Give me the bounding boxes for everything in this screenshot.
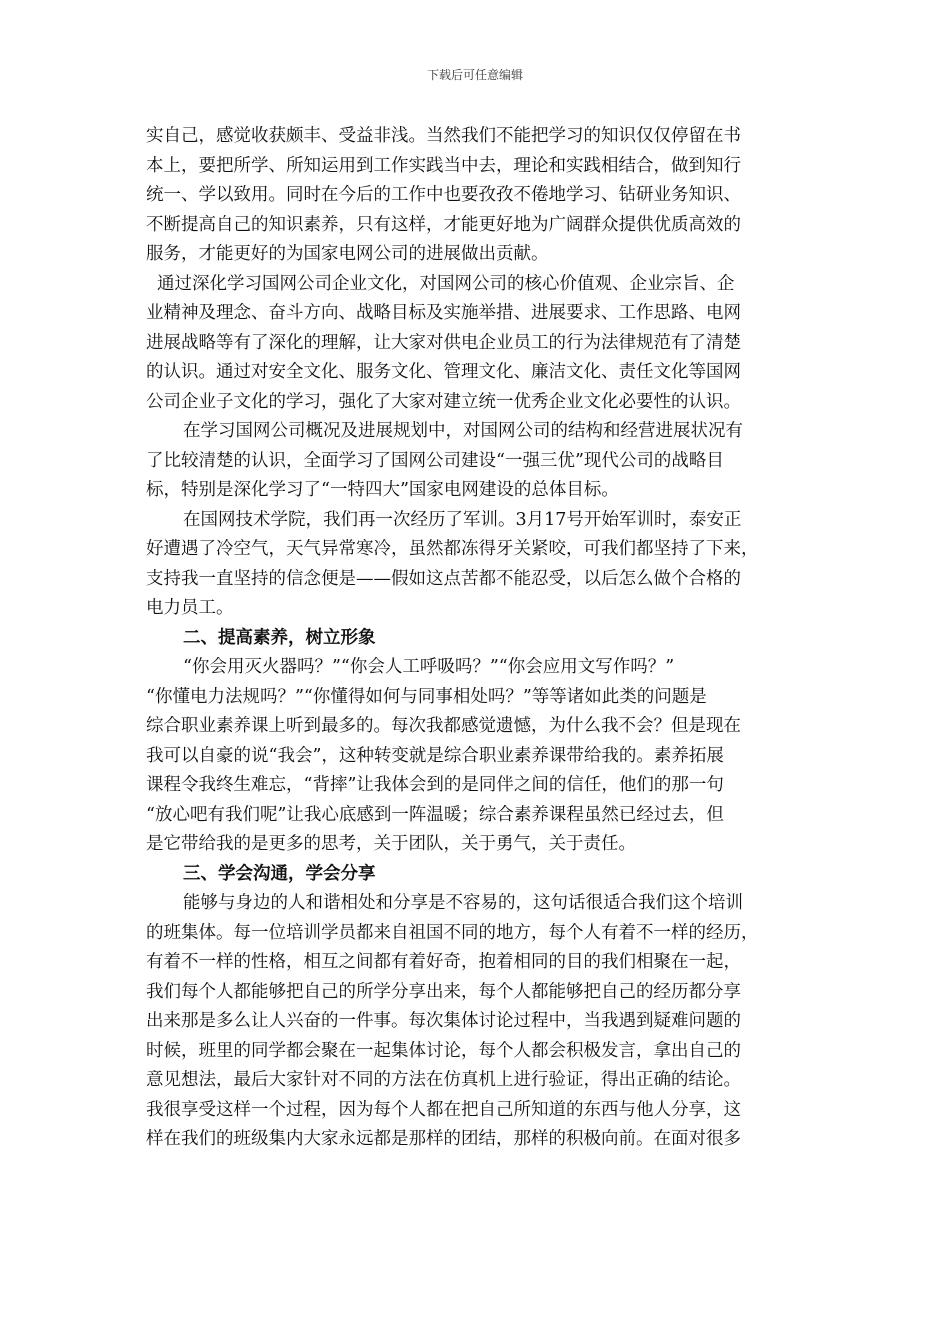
- text-line: 出来那是多么让人兴奋的一件事。每次集体讨论过程中，当我遇到疑难问题的: [146, 1011, 741, 1031]
- text-line: 进展战略等有了深化的理解，让大家对供电企业员工的行为法律规范有了清楚: [146, 332, 741, 353]
- section-heading: 二、提高素养，树立形象: [183, 627, 376, 648]
- text-line: 样在我们的班级集内大家永远都是那样的团结，那样的积极向前。在面对很多: [146, 1129, 741, 1149]
- text-line: “放心吧有我们呢”让我心底感到一阵温暖；综合素养课程虽然已经过去，但: [146, 804, 724, 825]
- text-line: 时候，班里的同学都会聚在一起集体讨论，每个人都会积极发言，拿出自己的: [146, 1040, 741, 1061]
- text-line: 服务，才能更好的为国家电网公司的进展做出贡献。: [146, 244, 549, 264]
- text-line: 意见想法，最后大家针对不同的方法在仿真机上进行验证，得出正确的结论。: [146, 1070, 741, 1090]
- page-header: 下载后可任意编辑: [426, 68, 523, 82]
- text-line: 了比较清楚的认识，全面学习了国网公司建设“一强三优”现代公司的战略目: [146, 450, 724, 471]
- text-line: 的认识。通过对安全文化、服务文化、管理文化、廉洁文化、责任文化等国网: [146, 362, 741, 382]
- text-line: 课程令我终生难忘，“背摔”让我体会到的是同伴之间的信任，他们的那一句: [146, 775, 724, 795]
- text-line: 是它带给我的是更多的思考，关于团队，关于勇气，关于责任。: [146, 834, 636, 854]
- text-line: 实自己，感觉收获颇丰、受益非浅。当然我们不能把学习的知识仅仅停留在书: [146, 126, 741, 146]
- text-line: 我们每个人都能够把自己的所学分享出来，每个人都能够把自己的经历都分享: [146, 981, 741, 1002]
- text-line: 能够与身边的人和谐相处和分享是不容易的，这句话很适合我们这个培训: [183, 893, 743, 913]
- text-line: 标，特别是深化学习了“一特四大”国家电网建设的总体目标。: [146, 480, 619, 500]
- text-line: 支持我一直坚持的信念便是——假如这点苦都不能忍受，以后怎么做个合格的: [146, 568, 741, 589]
- text-line: 我很享受这样一个过程，因为每个人都在把自己所知道的东西与他人分享，这: [146, 1099, 741, 1120]
- text-line: 好遭遇了冷空气，天气异常寒冷，虽然都冻得牙关紧咬，可我们都坚持了下来，: [146, 539, 759, 559]
- text-line: 业精神及理念、奋斗方向、战略目标及实施举措、进展要求、工作思路、电网: [146, 303, 741, 323]
- text-line: 我可以自豪的说“我会”，这种转变就是综合职业素养课带给我的。素养拓展: [146, 745, 724, 766]
- text-line: 综合职业素养课上听到最多的。每次我都感觉遗憾，为什么我不会？但是现在: [146, 716, 741, 736]
- text-line: “你懂电力法规吗？”“你懂得如何与同事相处吗？”等等诸如此类的问题是: [146, 686, 707, 707]
- text-line: 的班集体。每一位培训学员都来自祖国不同的地方，每个人有着不一样的经历，: [146, 922, 759, 943]
- text-line: 公司企业子文化的学习，强化了大家对建立统一优秀企业文化必要性的认识。: [146, 391, 741, 412]
- text-line: 有着不一样的性格，相互之间都有着好奇，抱着相同的目的我们相聚在一起，: [146, 952, 741, 972]
- section-heading: 三、学会沟通，学会分享: [183, 863, 376, 884]
- text-line: 电力员工。: [146, 598, 234, 618]
- text-line: 本上，要把所学、所知运用到工作实践当中去，理论和实践相结合，做到知行: [146, 155, 741, 176]
- text-line: 在国网技术学院，我们再一次经历了军训。3月17号开始军训时，泰安正: [183, 509, 742, 530]
- text-line: “你会用灭火器吗？”“你会人工呼吸吗？”“你会应用文写作吗？”: [183, 657, 675, 677]
- text-line: 不断提高自己的知识素养，只有这样，才能更好地为广阔群众提供优质高效的: [146, 214, 741, 235]
- text-line: 统一、学以致用。同时在今后的工作中也要孜孜不倦地学习、钻研业务知识、: [146, 185, 741, 205]
- document-body: [146, 122, 810, 1155]
- text-line: 通过深化学习国网公司企业文化，对国网公司的核心价值观、企业宗旨、企: [157, 273, 735, 294]
- text-line: 在学习国网公司概况及进展规划中，对国网公司的结构和经营进展状况有: [183, 421, 743, 441]
